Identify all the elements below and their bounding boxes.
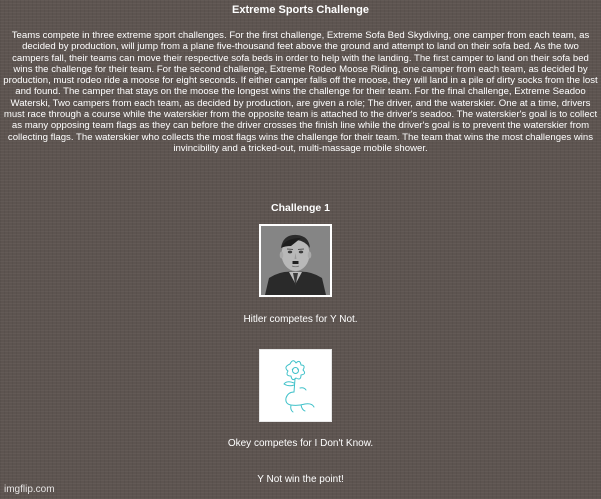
page-title: Extreme Sports Challenge [232, 4, 369, 16]
challenge-description: Teams compete in three extreme sport challenges. For the first challenge, Extreme Sofa Bed Skydiving, one camper from each team, as decided by production, will jump from a plane five-thousand feet above the ground and attempt to land on their sofa bed. As the two campers fall, their teams can move their respective sofa beds in order to help with the landing. The first camper to land on their sofa bed wins the challenge for their team. For the second challenge, Extreme Rodeo Moose Riding, one camper from each team, as decided by production, must rodeo ride a moose for eight seconds. If either camper falls off the moose, they will land in a pile of dirty socks from the lost and found. The camper that stays on the moose the longest wins the challenge for their team. For the final challenge, Extreme Seadoo Waterski, Two campers from each team, as decided by production, are given a role; The driver, and the waterskier. One at a time, drivers must race through a course while the waterskier from the opposite team is attached to the driver's seadoo. The waterskier's goal is to collect as many opposing team flags as they can before the driver crosses the finish line while the driver's goal is to prevent the waterskier from collecting flags. The waterskier who collects the most flags wins the challenge for their team. The team that wins the most challenges wins invincibility and a tricked-out, multi-massage mobile shower. [3, 30, 598, 154]
contestant-caption: Hitler competes for Y Not. [243, 314, 358, 325]
watermark: imgflip.com [4, 484, 55, 495]
flower-drawing-icon [260, 350, 331, 421]
result-text: Y Not win the point! [257, 474, 344, 485]
contestant-drawing [259, 349, 332, 422]
contestant-photo [259, 224, 332, 297]
portrait-photo-icon [261, 226, 330, 295]
challenge-heading: Challenge 1 [271, 202, 330, 214]
contestant-caption: Okey competes for I Don't Know. [227, 438, 374, 449]
